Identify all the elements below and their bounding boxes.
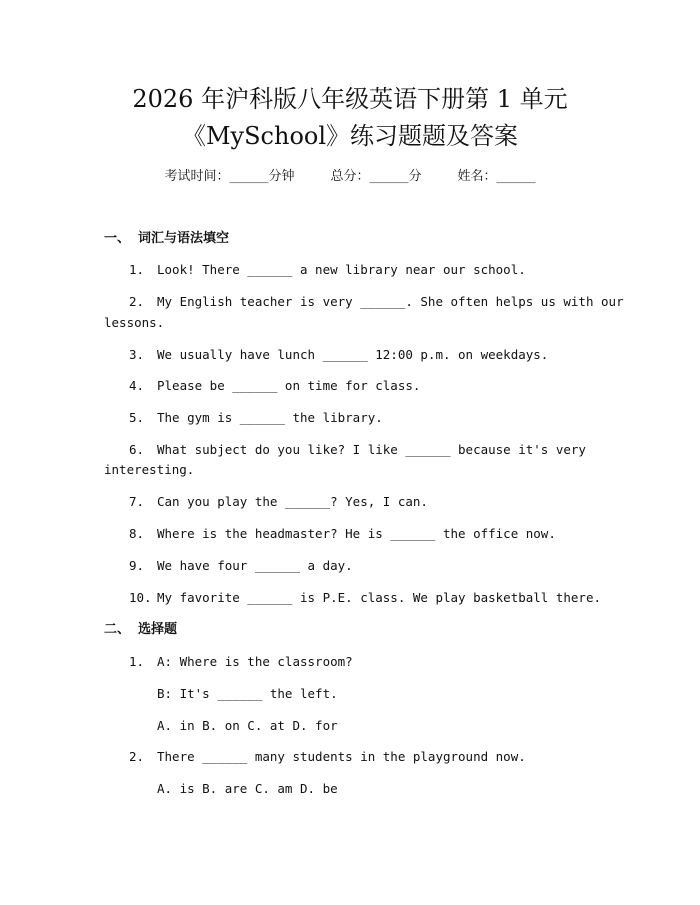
question-2-1: 1. A: Where is the classroom? xyxy=(129,654,353,669)
question-1-5: 5. The gym is ______ the library. xyxy=(129,410,383,425)
page-title-line2: 《MySchool》练习题题及答案 xyxy=(181,122,519,150)
name-field: 姓名：______ xyxy=(457,169,536,184)
question-1-4: 4. Please be ______ on time for class. xyxy=(129,378,421,393)
question-1-6-continuation: interesting. xyxy=(104,462,195,477)
exam-time-field: 考试时间：______分钟 xyxy=(164,169,295,184)
question-2-1-options: A. in B. on C. at D. for xyxy=(157,718,338,733)
question-1-2: 2. My English teacher is very ______. She often helps us with our xyxy=(129,294,624,309)
section-number: 二、 xyxy=(104,622,131,637)
question-1-2-continuation: lessons. xyxy=(104,315,165,330)
question-1-6: 6. What subject do you like? I like ______ because it's very xyxy=(129,442,586,457)
section-title: 选择题 xyxy=(138,622,178,637)
section-heading-2 xyxy=(104,621,177,639)
question-2-2-options: A. is B. are C. am D. be xyxy=(157,781,338,796)
section-heading-1 xyxy=(104,230,229,248)
question-1-9: 9. We have four ______ a day. xyxy=(129,558,353,573)
total-score-field: 总分：______分 xyxy=(330,169,422,184)
question-1-10: 10. My favorite ______ is P.E. class. We play basketball there. xyxy=(129,590,602,605)
question-1-7: 7. Can you play the ______? Yes, I can. xyxy=(129,494,428,509)
question-1-8: 8. Where is the headmaster? He is ______ the office now. xyxy=(129,526,556,541)
page-title-line1: 2026 年沪科版八年级英语下册第 1 单元 xyxy=(132,85,568,113)
question-2-1-line2: B: It's ______ the left. xyxy=(157,686,338,701)
section-title: 词汇与语法填空 xyxy=(138,231,230,246)
question-2-2: 2. There ______ many students in the playground now. xyxy=(129,749,526,764)
section-number: 一、 xyxy=(104,231,131,246)
question-1-1: 1. Look! There ______ a new library near our school. xyxy=(129,262,526,277)
exam-info xyxy=(0,168,700,186)
question-1-3: 3. We usually have lunch ______ 12:00 p.m. on weekdays. xyxy=(129,347,549,362)
